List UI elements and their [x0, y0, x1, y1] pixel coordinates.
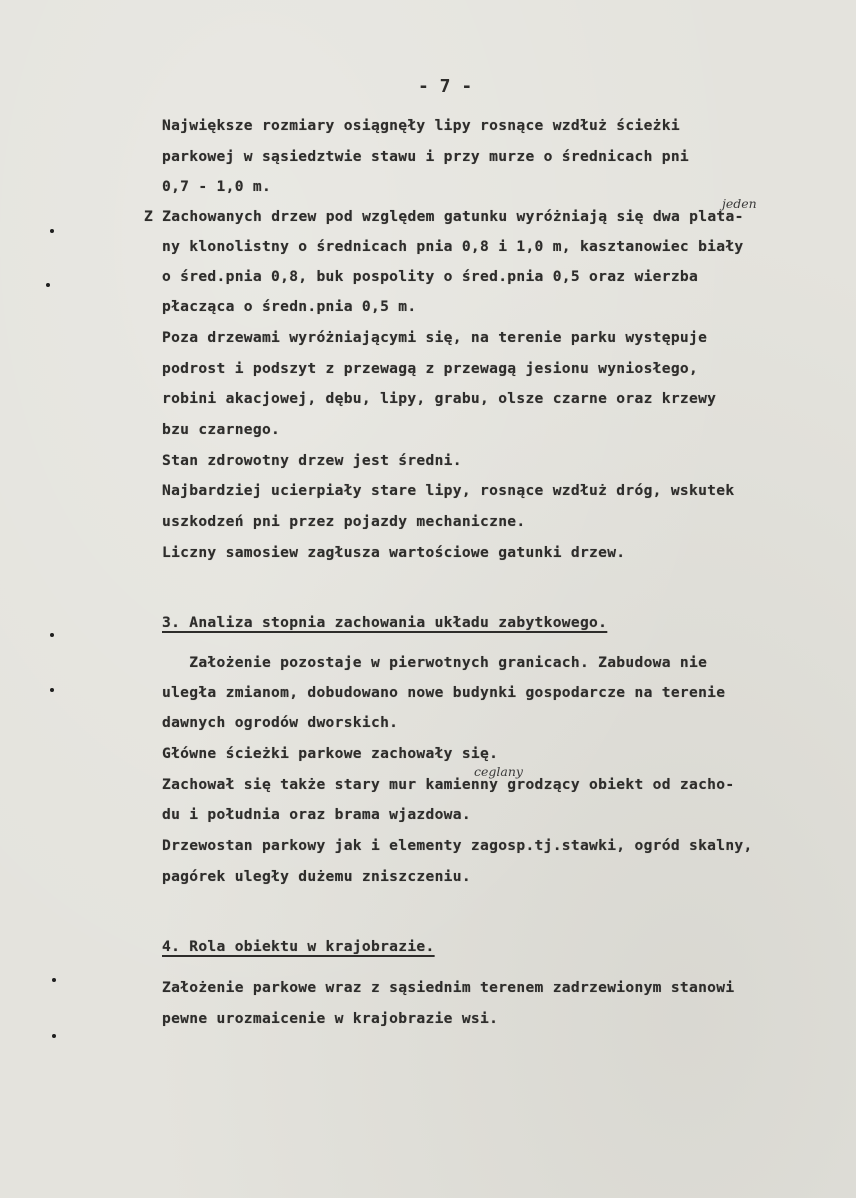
text-line: uszkodzeń pni przez pojazdy mechaniczne. — [162, 513, 526, 530]
margin-dot — [52, 1034, 56, 1038]
section-heading: 4. Rola obiektu w krajobrazie. — [162, 938, 435, 955]
text-line: bzu czarnego. — [162, 421, 281, 438]
text-line: pagórek uległy dużemu zniszczeniu. — [162, 868, 471, 885]
text-line: Stan zdrowotny drzew jest średni. — [162, 452, 462, 469]
text-line: o śred.pnia 0,8, buk pospolity o śred.pnia 0,5 oraz wierzba — [162, 268, 699, 285]
text-line: Liczny samosiew zagłusza wartościowe gatunki drzew. — [162, 544, 626, 561]
text-line: płacząca o średn.pnia 0,5 m. — [162, 298, 417, 315]
text-line: 0,7 - 1,0 m. — [162, 178, 272, 195]
text-line: Założenie pozostaje w pierwotnych granicach. Zabudowa nie — [162, 654, 708, 671]
page-number: - 7 - — [418, 76, 473, 97]
text-line: Założenie parkowe wraz z sąsiednim terenem zadrzewionym stanowi — [162, 979, 735, 996]
text-line: dawnych ogrodów dworskich. — [162, 714, 399, 731]
margin-dot — [46, 283, 50, 287]
text-line: Zachował się także stary mur kamienny grodzący obiekt od zacho- — [162, 776, 735, 793]
margin-dot — [52, 978, 56, 982]
handwritten-correction: jeden — [722, 196, 757, 211]
text-line: ny klonolistny o średnicach pnia 0,8 i 1,0 m, kasztanowiec biały — [162, 238, 744, 255]
text-line: pewne urozmaicenie w krajobrazie wsi. — [162, 1010, 499, 1027]
margin-dot — [50, 229, 54, 233]
text-line: Z Zachowanych drzew pod względem gatunku wyróżniają się dwa plata- — [144, 208, 744, 225]
text-line: du i południa oraz brama wjazdowa. — [162, 806, 471, 823]
text-line: parkowej w sąsiedztwie stawu i przy murze o średnicach pni — [162, 148, 689, 165]
text-line: Główne ścieżki parkowe zachowały się. — [162, 745, 499, 762]
section-heading: 3. Analiza stopnia zachowania układu zabytkowego. — [162, 614, 608, 631]
text-line: Najbardziej ucierpiały stare lipy, rosnące wzdłuż dróg, wskutek — [162, 482, 735, 499]
margin-dot — [50, 688, 54, 692]
text-line: podrost i podszyt z przewagą z przewagą jesionu wyniosłego, — [162, 360, 699, 377]
handwritten-correction: ceglany — [474, 764, 523, 779]
text-line: Największe rozmiary osiągnęły lipy rosnące wzdłuż ścieżki — [162, 117, 680, 134]
text-line: Poza drzewami wyróżniającymi się, na terenie parku występuje — [162, 329, 708, 346]
margin-dot — [50, 633, 54, 637]
text-line: Drzewostan parkowy jak i elementy zagosp.tj.stawki, ogród skalny, — [162, 837, 753, 854]
text-line: uległa zmianom, dobudowano nowe budynki gospodarcze na terenie — [162, 684, 726, 701]
text-line: robini akacjowej, dębu, lipy, grabu, olsze czarne oraz krzewy — [162, 390, 717, 407]
